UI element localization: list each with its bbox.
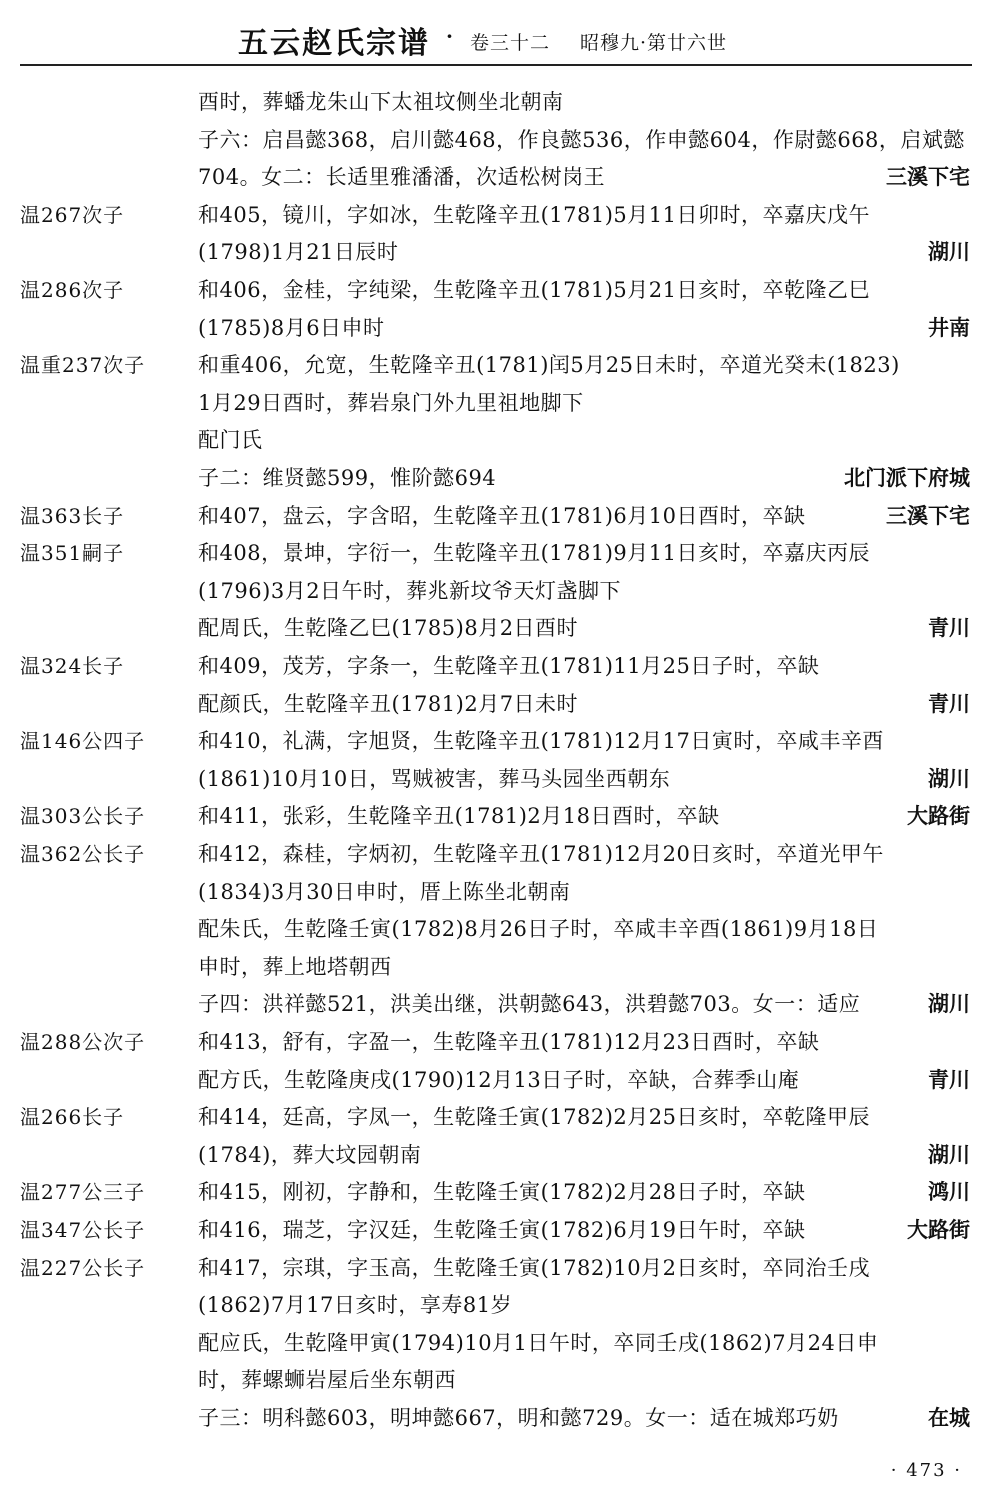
entry-text: 配方氏，生乾隆庚戌(1790)12月13日子时，卒缺，合葬季山庵 [198, 1068, 800, 1092]
lineage-note: 温347公长子 [20, 1218, 146, 1242]
lineage-note [20, 573, 195, 609]
entry-text: 配周氏，生乾隆乙巳(1785)8月2日酉时 [198, 616, 579, 640]
entry-text: 和重406，允宽，生乾隆辛丑(1781)闰5月25日未时，卒道光癸未(1823) [198, 353, 900, 377]
residence-label: 大路街 [907, 804, 970, 828]
entry-text: (1861)10月10日，骂贼被害，葬马头园坐西朝东 [198, 767, 671, 791]
volume-label: 卷三十二 [470, 32, 551, 54]
entry-text: 和416，瑞芝，字汉廷，生乾隆壬寅(1782)6月19日午时，卒缺 [198, 1218, 806, 1242]
entry-text: 配应氏，生乾隆甲寅(1794)10月1日午时，卒同壬戌(1862)7月24日申 [198, 1331, 879, 1355]
entry-text: 704。女二：长适里雅潘潘，次适松树岗王 [198, 165, 606, 189]
lineage-note [20, 686, 195, 722]
lineage-note: 温重237次子 [20, 353, 146, 377]
lineage-note [20, 1137, 195, 1173]
entry-text: (1796)3月2日午时，葬兆新坟爷天灯盏脚下 [198, 579, 622, 603]
entry-text: 子三：明科懿603，明坤懿667，明和懿729。女一：适在城郑巧奶 [198, 1406, 839, 1430]
entry-text: 和412，森桂，字炳初，生乾隆辛丑(1781)12月20日亥时，卒道光甲午 [198, 842, 884, 866]
lineage-note: 温362公长子 [20, 842, 146, 866]
entry-text: 和411，张彩，生乾隆辛丑(1781)2月18日酉时，卒缺 [198, 804, 720, 828]
residence-label: 在城 [928, 1406, 970, 1430]
lineage-note [20, 122, 195, 158]
entry-text: 和408，景坤，字衍一，生乾隆辛丑(1781)9月11日亥时，卒嘉庆丙辰 [198, 541, 870, 565]
entry-text: 和413，舒有，字盈一，生乾隆辛丑(1781)12月23日酉时，卒缺 [198, 1030, 820, 1054]
lineage-note: 温324长子 [20, 654, 125, 678]
entry-text: 子六：启昌懿368，启川懿468，作良懿536，作申懿604，作尉懿668，启斌懿 [198, 128, 965, 152]
lineage-note [20, 84, 195, 120]
residence-label: 井南 [928, 316, 970, 340]
lineage-note [20, 1325, 195, 1361]
header-rule [20, 64, 972, 66]
lineage-note [20, 1400, 195, 1436]
entry-text: 配颜氏，生乾隆辛丑(1781)2月7日未时 [198, 692, 579, 716]
residence-label: 湖川 [928, 1143, 970, 1167]
lineage-note: 温227公长子 [20, 1256, 146, 1280]
page-number: · 473 · [890, 1460, 962, 1481]
entry-text: 时，葬螺蛳岩屋后坐东朝西 [198, 1368, 456, 1392]
entry-text: 配朱氏，生乾隆壬寅(1782)8月26日子时，卒咸丰辛酉(1861)9月18日 [198, 917, 879, 941]
lineage-note [20, 949, 195, 985]
entry-text: 酉时，葬蟠龙朱山下太祖坟侧坐北朝南 [198, 90, 564, 114]
entry-text: (1862)7月17日亥时，享寿81岁 [198, 1293, 513, 1317]
lineage-note [20, 911, 195, 947]
lineage-note: 温288公次子 [20, 1030, 146, 1054]
section-label: 昭穆九·第廿六世 [580, 32, 728, 54]
lineage-note [20, 460, 195, 496]
entry-text: 子四：洪祥懿521，洪美出继，洪朝懿643，洪碧懿703。女一：适应 [198, 992, 861, 1016]
lineage-note: 温146公四子 [20, 729, 146, 753]
entry-text: 和409，茂芳，字条一，生乾隆辛丑(1781)11月25日子时，卒缺 [198, 654, 820, 678]
residence-label: 大路街 [907, 1218, 970, 1242]
lineage-note [20, 986, 195, 1022]
entry-text: 和410，礼满，字旭贤，生乾隆辛丑(1781)12月17日寅时，卒咸丰辛酉 [198, 729, 884, 753]
entry-text: 和406，金桂，字纯梁，生乾隆辛丑(1781)5月21日亥时，卒乾隆乙巳 [198, 278, 870, 302]
lineage-note [20, 1287, 195, 1323]
title-separator-dot: · [446, 24, 453, 48]
lineage-note [20, 1362, 195, 1398]
entry-text: 子二：维贤懿599，惟阶懿694 [198, 466, 497, 490]
residence-label: 青川 [928, 1068, 970, 1092]
residence-label: 湖川 [928, 240, 970, 264]
residence-label: 北门派下府城 [844, 466, 970, 490]
book-title: 五云赵氏宗谱 [238, 26, 430, 61]
residence-label: 鸿川 [928, 1180, 970, 1204]
lineage-note: 温277公三子 [20, 1180, 146, 1204]
lineage-note [20, 1062, 195, 1098]
entry-text: (1784)，葬大坟园朝南 [198, 1143, 422, 1167]
lineage-note [20, 874, 195, 910]
residence-label: 三溪下宅 [886, 165, 970, 189]
lineage-note: 温303公长子 [20, 804, 146, 828]
page-header [0, 0, 992, 68]
residence-label: 三溪下宅 [886, 504, 970, 528]
entry-text: 和415，刚初，字静和，生乾隆壬寅(1782)2月28日子时，卒缺 [198, 1180, 806, 1204]
entry-text: 和417，宗琪，字玉高，生乾隆壬寅(1782)10月2日亥时，卒同治壬戌 [198, 1256, 870, 1280]
lineage-note: 温286次子 [20, 278, 125, 302]
lineage-note: 温363长子 [20, 504, 125, 528]
residence-label: 湖川 [928, 767, 970, 791]
entry-text: 和407，盘云，字含昭，生乾隆辛丑(1781)6月10日酉时，卒缺 [198, 504, 806, 528]
residence-label: 湖川 [928, 992, 970, 1016]
lineage-note [20, 761, 195, 797]
entry-text: 1月29日酉时，葬岩泉门外九里祖地脚下 [198, 391, 584, 415]
entry-text: 和405，镜川，字如冰，生乾隆辛丑(1781)5月11日卯时，卒嘉庆戊午 [198, 203, 870, 227]
lineage-note: 温266长子 [20, 1105, 125, 1129]
entry-text: 配门氏 [198, 428, 263, 452]
lineage-note [20, 310, 195, 346]
entry-text: 和414，廷高，字凤一，生乾隆壬寅(1782)2月25日亥时，卒乾隆甲辰 [198, 1105, 870, 1129]
entry-text: (1785)8月6日申时 [198, 316, 385, 340]
lineage-note: 温351嗣子 [20, 541, 125, 565]
entry-text: (1798)1月21日辰时 [198, 240, 399, 264]
lineage-note: 温267次子 [20, 203, 125, 227]
lineage-note [20, 385, 195, 421]
residence-label: 青川 [928, 692, 970, 716]
residence-label: 青川 [928, 616, 970, 640]
entry-text: 申时，葬上地塔朝西 [198, 955, 392, 979]
lineage-note [20, 610, 195, 646]
lineage-note [20, 159, 195, 195]
lineage-note [20, 422, 195, 458]
entry-text: (1834)3月30日申时，厝上陈坐北朝南 [198, 880, 571, 904]
lineage-note [20, 234, 195, 270]
